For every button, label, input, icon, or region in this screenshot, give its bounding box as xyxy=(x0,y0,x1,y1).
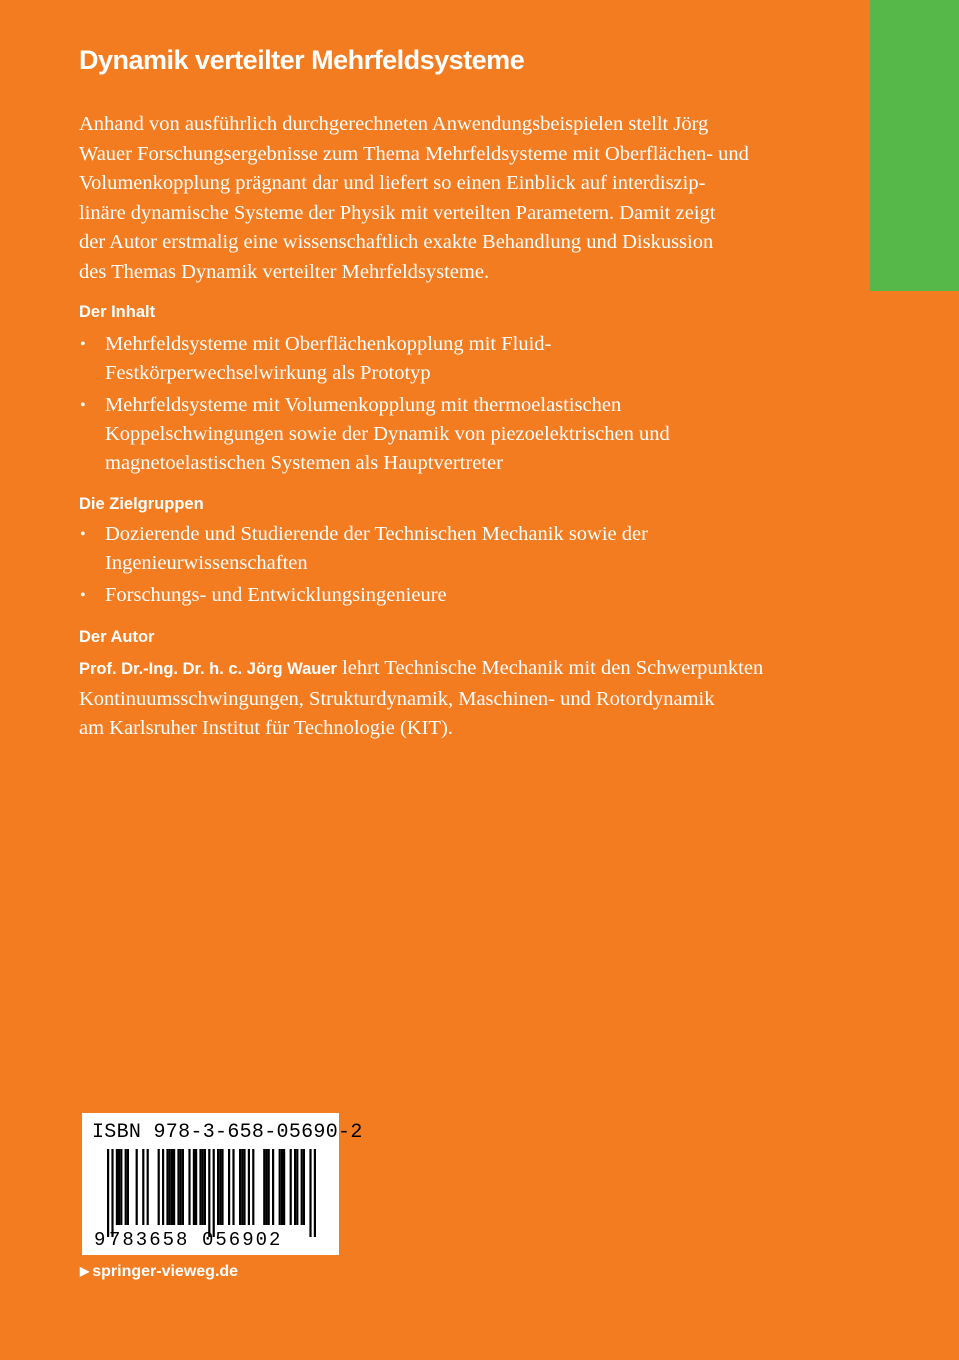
book-title: Dynamik verteilter Mehrfeldsysteme xyxy=(79,45,525,75)
intro-line: Anhand von ausführlich durchgerechneten Anwendungsbeispielen stellt Jörg xyxy=(79,113,709,135)
list-item-line: Koppelschwingungen sowie der Dynamik von piezoelektrischen und xyxy=(105,423,670,445)
publisher-url: springer-vieweg.de xyxy=(92,1263,239,1280)
barcode-bar xyxy=(158,1149,160,1225)
barcode-bar xyxy=(248,1149,250,1225)
barcode-bar xyxy=(213,1149,215,1237)
barcode-bar xyxy=(173,1149,175,1225)
barcode-bar xyxy=(283,1149,285,1225)
barcode-bar xyxy=(202,1149,204,1225)
barcode-bar xyxy=(177,1149,179,1225)
barcode-bar xyxy=(111,1149,113,1237)
barcode-bar xyxy=(239,1149,241,1225)
author-line: Kontinuumsschwingungen, Strukturdynamik, Maschinen- und Rotordynamik xyxy=(79,687,715,710)
barcode-bar xyxy=(263,1149,265,1225)
barcode-bar xyxy=(125,1149,127,1225)
barcode-bar xyxy=(182,1149,184,1225)
section-heading-autor: Der Autor xyxy=(79,628,155,646)
intro-line: des Themas Dynamik verteilter Mehrfeldsysteme. xyxy=(79,260,490,283)
barcode-bar xyxy=(301,1149,303,1225)
list-item-line: magnetoelastischen Systemen als Hauptvertreter xyxy=(105,452,503,474)
barcode-bar xyxy=(217,1149,219,1225)
isbn-barcode xyxy=(82,1113,363,1255)
list-item xyxy=(79,391,670,478)
barcode-bar xyxy=(142,1149,144,1225)
barcode-bar xyxy=(232,1149,234,1225)
barcode-bar xyxy=(208,1149,210,1237)
list-item-line: Dozierende und Studierende der Technischen Mechanik sowie der xyxy=(105,523,648,545)
barcode-bar xyxy=(272,1149,274,1225)
barcode-bar xyxy=(120,1149,122,1225)
barcode-bar xyxy=(162,1149,164,1225)
barcode-bar xyxy=(116,1149,118,1225)
list-item-line: Forschungs- und Entwicklungsingenieure xyxy=(105,584,447,606)
intro-paragraph xyxy=(79,110,804,287)
section-heading-zielgruppen: Die Zielgruppen xyxy=(79,495,204,513)
barcode-bar xyxy=(296,1149,298,1225)
intro-line: Volumenkopplung prägnant dar und liefert so einen Einblick auf interdiszip- xyxy=(79,172,706,194)
barcode-bar xyxy=(204,1149,206,1225)
zielgruppen-list xyxy=(79,520,648,613)
barcode-bar xyxy=(281,1149,283,1225)
green-color-tab xyxy=(870,0,959,291)
barcode-bar xyxy=(199,1149,201,1225)
barcode-bar xyxy=(243,1149,245,1225)
barcode-bar xyxy=(188,1149,190,1225)
barcode-bar xyxy=(219,1149,221,1225)
barcode-bar xyxy=(265,1149,267,1225)
intro-line: der Autor erstmalig eine wissenschaftlich exakte Behandlung und Diskussion xyxy=(79,231,714,253)
list-item-line: Mehrfeldsysteme mit Oberflächenkopplung mit Fluid- xyxy=(105,333,552,355)
ean-right-digits: 056902 xyxy=(202,1229,283,1251)
barcode-bar xyxy=(221,1149,223,1225)
barcode-bar xyxy=(180,1149,182,1225)
triangle-right-icon: ▶ xyxy=(80,1264,90,1278)
list-item xyxy=(79,520,648,578)
barcode-bar xyxy=(279,1149,281,1225)
section-heading-inhalt: Der Inhalt xyxy=(79,303,156,321)
barcode-bar xyxy=(118,1149,120,1225)
list-item-line: Ingenieurwissenschaften xyxy=(105,552,308,574)
barcode-bar xyxy=(166,1149,168,1225)
barcode-bar xyxy=(303,1149,305,1225)
barcode-bar xyxy=(228,1149,230,1225)
barcode-bar xyxy=(171,1149,173,1225)
barcode-bar xyxy=(314,1149,316,1237)
intro-line: Wauer Forschungsergebnisse zum Thema Mehrfeldsysteme mit Oberflächen- und xyxy=(79,142,749,165)
bullet-icon: • xyxy=(80,587,86,604)
barcode-bar xyxy=(309,1149,311,1237)
barcode-bar xyxy=(169,1149,171,1225)
author-line: am Karlsruher Institut für Technologie (KIT). xyxy=(79,717,453,739)
list-item xyxy=(79,581,648,610)
isbn-label: ISBN 978-3-658-05690-2 xyxy=(92,1121,363,1144)
ean-first-digit: 9 xyxy=(94,1229,106,1251)
intro-line: linäre dynamische Systeme der Physik mit verteilten Parametern. Damit zeigt xyxy=(79,201,716,224)
barcode-bar xyxy=(147,1149,149,1225)
barcode-bar xyxy=(241,1149,243,1225)
author-text: lehrt Technische Mechanik mit den Schwerpunkten xyxy=(336,657,764,679)
list-item-line: Mehrfeldsysteme mit Volumenkopplung mit thermoelastischen xyxy=(105,394,622,416)
publisher-link[interactable] xyxy=(80,1263,238,1281)
barcode-bar xyxy=(193,1149,195,1225)
bullet-icon: • xyxy=(80,526,86,543)
barcode-bar xyxy=(107,1149,109,1237)
barcode-bar xyxy=(294,1149,296,1225)
list-item-line: Festkörperwechselwirkung als Prototyp xyxy=(105,362,431,384)
barcode-bar xyxy=(268,1149,270,1225)
list-item xyxy=(79,330,670,388)
barcode-bar xyxy=(127,1149,129,1225)
ean-left-digits: 783658 xyxy=(109,1229,190,1251)
bullet-icon: • xyxy=(80,397,86,414)
author-paragraph xyxy=(79,654,819,744)
author-name: Prof. Dr.-Ing. Dr. h. c. Jörg Wauer xyxy=(79,660,337,678)
bullet-icon: • xyxy=(80,336,86,353)
barcode-bar xyxy=(252,1149,254,1225)
inhalt-list xyxy=(79,330,670,481)
barcode-bar xyxy=(195,1149,197,1225)
barcode-bar xyxy=(290,1149,292,1225)
barcode-bar xyxy=(136,1149,138,1225)
author-line xyxy=(79,654,819,685)
